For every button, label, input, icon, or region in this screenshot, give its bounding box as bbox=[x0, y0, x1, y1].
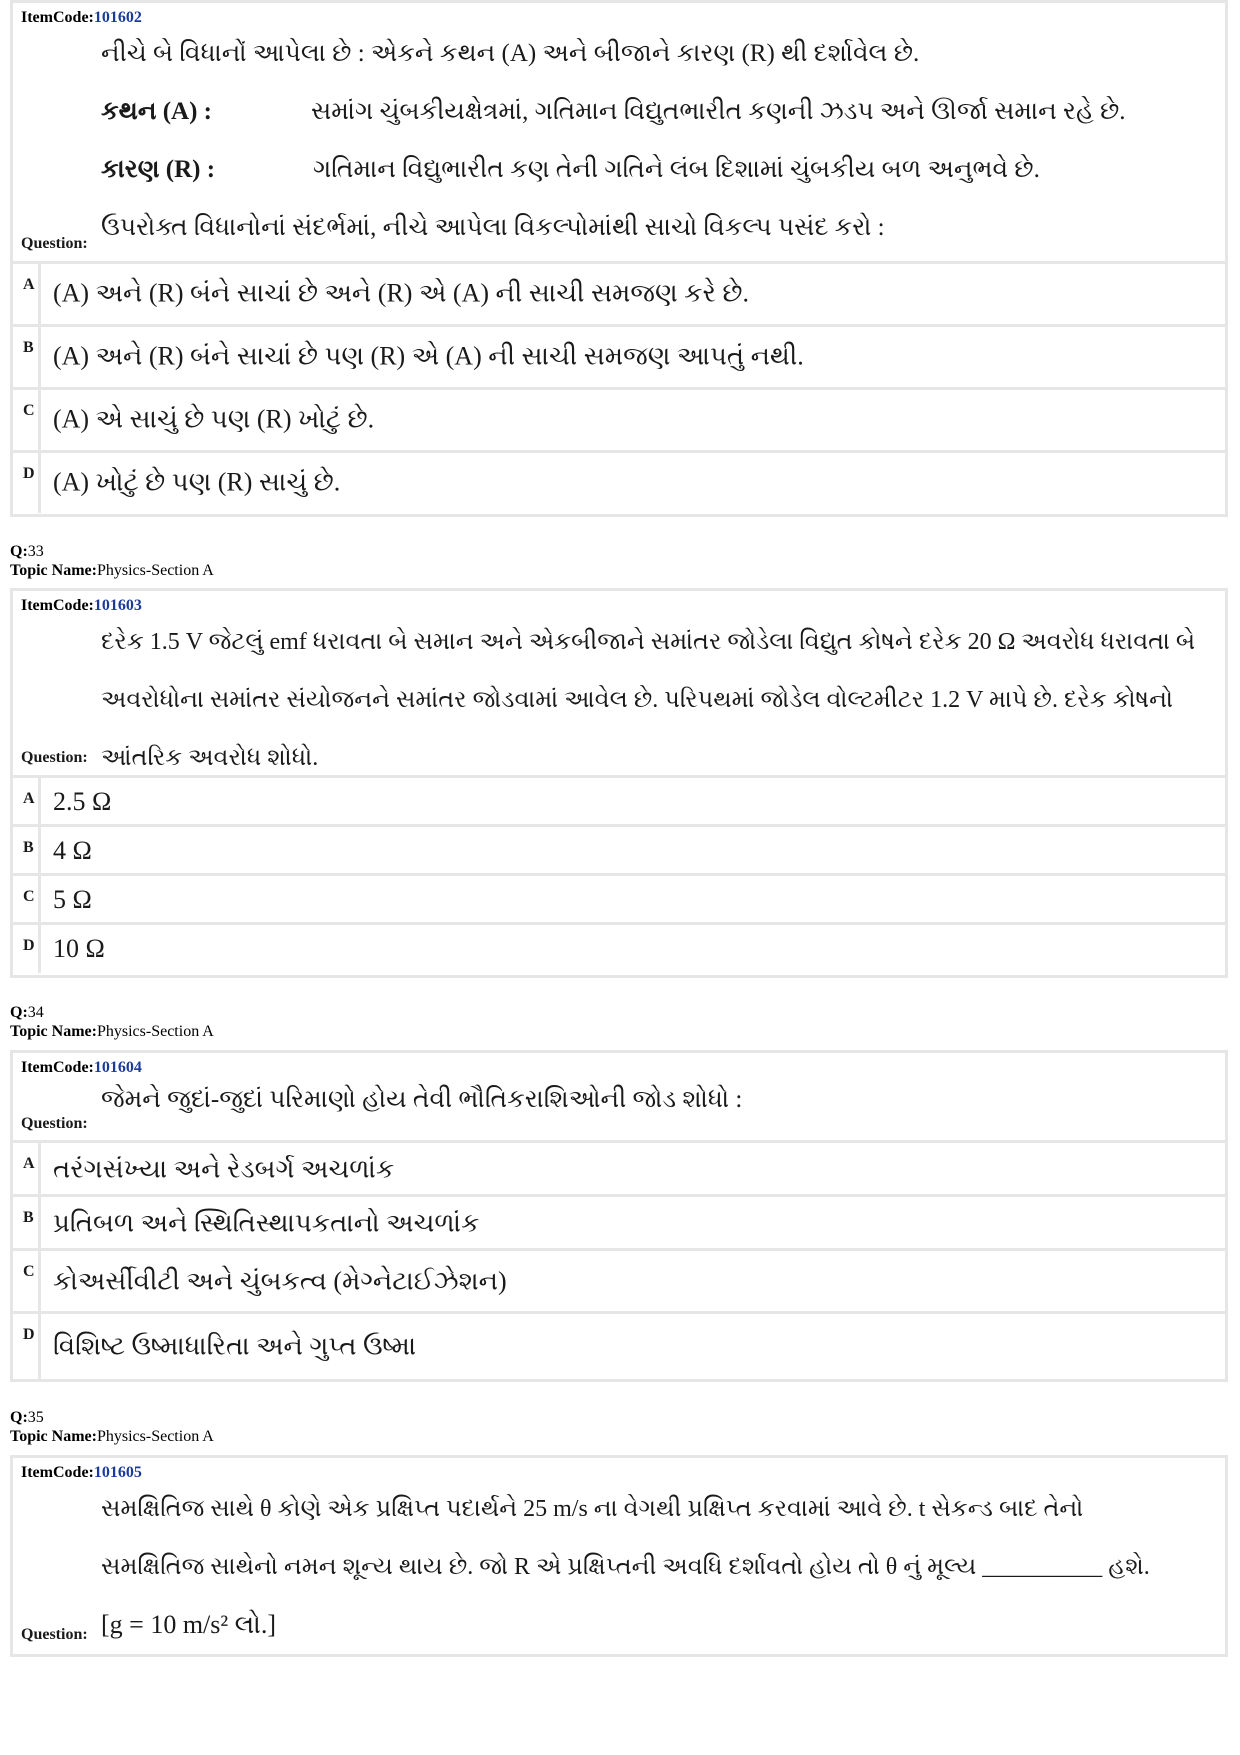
option-letter: B bbox=[13, 327, 41, 387]
option-d[interactable] bbox=[13, 1311, 1225, 1379]
option-a[interactable] bbox=[13, 1140, 1225, 1196]
question-stem bbox=[101, 613, 1215, 787]
option-letter: D bbox=[13, 925, 41, 973]
option-c[interactable] bbox=[13, 387, 1225, 450]
question-stem bbox=[101, 1071, 1215, 1129]
question-block-101603 bbox=[10, 588, 1228, 978]
reason-label: કારણ (R) : bbox=[101, 156, 216, 183]
item-code-value: 101602 bbox=[93, 9, 142, 26]
item-code: ItemCode:101603 bbox=[21, 597, 142, 614]
option-b[interactable] bbox=[13, 1194, 1225, 1250]
option-letter: C bbox=[13, 1251, 41, 1313]
question-label: Question: bbox=[21, 1626, 88, 1643]
question-block-101604 bbox=[10, 1050, 1228, 1382]
question-number: 34 bbox=[27, 1004, 44, 1021]
option-letter: A bbox=[13, 264, 41, 324]
item-code: ItemCode:101602 bbox=[21, 9, 142, 26]
stem-line: સમક્ષિતિજ સાથે θ કોણે એક પ્રક્ષિપ્ત પદાર્થને 25 m/s ના વેગથી પ્રક્ષિપ્ત કરવામાં આવે છે. t સેકન્ડ બાદ તેનો bbox=[101, 1496, 1084, 1522]
option-text: (A) એ સાચું છે પણ (R) ખોટું છે. bbox=[53, 404, 375, 434]
question-label: Question: bbox=[21, 749, 88, 766]
question-text: [g = 10 m/s² લો.] bbox=[101, 1610, 276, 1639]
item-code: ItemCode:101604 bbox=[21, 1059, 142, 1076]
question-text: ઉપરોક્ત વિધાનોનાં સંદર્ભમાં, નીચે આપેલા વિકલ્પોમાંથી સાચો વિકલ્પ પસંદ કરો : bbox=[101, 214, 885, 241]
option-text: 4 Ω bbox=[53, 836, 92, 865]
stem-line: દરેક 1.5 V જેટલું emf ધરાવતા બે સમાન અને એકબીજાને સમાંતર જોડેલા વિદ્યુત કોષને દરેક 20 Ω અવરોધ ધરાવતા બે bbox=[101, 629, 1196, 655]
topic-name: Physics-Section A bbox=[96, 1023, 214, 1040]
option-letter: C bbox=[13, 876, 41, 924]
stem-line: સમક્ષિતિજ સાથેનો નમન શૂન્ય થાય છે. જો R એ પ્રક્ષિપ્તની અવધિ દર્શાવતો હોય તો θ નું મૂલ્ય __________ હશે. bbox=[101, 1554, 1150, 1580]
option-c[interactable] bbox=[13, 873, 1225, 924]
option-letter: B bbox=[13, 827, 41, 875]
question-text: જેમને જુદાં-જુદાં પરિમાણો હોય તેવી ભૌતિકરાશિઓની જોડ શોધો : bbox=[101, 1086, 743, 1113]
option-text: 10 Ω bbox=[53, 934, 105, 963]
question-header-35: Q:35 Topic Name:Physics-Section A bbox=[10, 1409, 214, 1445]
option-letter: B bbox=[13, 1197, 41, 1250]
question-number: 35 bbox=[27, 1409, 44, 1426]
option-a[interactable] bbox=[13, 261, 1225, 324]
question-number: 33 bbox=[27, 543, 44, 560]
option-text: (A) અને (R) બંને સાચાં છે અને (R) એ (A) ની સાચી સમજણ કરે છે. bbox=[53, 278, 750, 308]
option-text: (A) ખોટું છે પણ (R) સાચું છે. bbox=[53, 467, 341, 497]
option-letter: D bbox=[13, 453, 41, 513]
question-block-101605 bbox=[10, 1455, 1228, 1657]
option-letter: A bbox=[13, 1143, 41, 1196]
question-label: Question: bbox=[21, 235, 88, 252]
assertion-line bbox=[101, 83, 1215, 141]
option-letter: D bbox=[13, 1314, 41, 1379]
assertion-label: કથન (A) : bbox=[101, 98, 212, 125]
option-d[interactable] bbox=[13, 450, 1225, 513]
topic-name: Physics-Section A bbox=[96, 1428, 214, 1445]
option-text: તરંગસંખ્યા અને રેડબર્ગ અચળાંક bbox=[53, 1154, 395, 1183]
question-block-101602 bbox=[10, 0, 1228, 517]
reason-text: ગતિમાન વિદ્યુભારીત કણ તેની ગતિને લંબ દિશામાં ચુંબકીય બળ અનુભવે છે. bbox=[313, 156, 1040, 183]
question-header-33: Q:33 Topic Name:Physics-Section A bbox=[10, 543, 214, 579]
option-letter: A bbox=[13, 778, 41, 826]
stem-line: નીચે બે વિધાનોં આપેલા છે : એકને કથન (A) અને બીજાને કારણ (R) થી દર્શાવેલ છે. bbox=[101, 40, 920, 67]
option-letter: C bbox=[13, 390, 41, 450]
option-text: પ્રતિબળ અને સ્થિતિસ્થાપકતાનો અચળાંક bbox=[53, 1208, 480, 1237]
question-label: Question: bbox=[21, 1115, 88, 1132]
item-code-value: 101604 bbox=[93, 1059, 142, 1076]
item-code: ItemCode:101605 bbox=[21, 1464, 142, 1481]
option-text: કોઅર્સીવીટી અને ચુંબકત્વ (મેગ્નેટાઈઝેશન) bbox=[53, 1266, 507, 1296]
assertion-text: સમાંગ ચુંબકીયક્ષેત્રમાં, ગતિમાન વિદ્યુતભારીત કણની ઝડપ અને ઊર્જા સમાન રહે છે. bbox=[311, 98, 1126, 125]
item-code-value: 101605 bbox=[93, 1464, 142, 1481]
option-text: 5 Ω bbox=[53, 885, 92, 914]
option-a[interactable] bbox=[13, 775, 1225, 826]
reason-line bbox=[101, 141, 1215, 199]
question-text: આંતરિક અવરોધ શોધો. bbox=[101, 745, 319, 771]
option-d[interactable] bbox=[13, 922, 1225, 973]
option-b[interactable] bbox=[13, 824, 1225, 875]
option-c[interactable] bbox=[13, 1248, 1225, 1313]
option-text: (A) અને (R) બંને સાચાં છે પણ (R) એ (A) ની સાચી સમજણ આપતું નથી. bbox=[53, 341, 804, 371]
question-header-34: Q:34 Topic Name:Physics-Section A bbox=[10, 1004, 214, 1040]
option-b[interactable] bbox=[13, 324, 1225, 387]
option-text: વિશિષ્ટ ઉષ્માધારિતા અને ગુપ્ત ઉષ્મા bbox=[53, 1331, 417, 1360]
question-stem bbox=[101, 25, 1215, 257]
question-stem bbox=[101, 1480, 1215, 1654]
item-code-value: 101603 bbox=[93, 597, 142, 614]
topic-name: Physics-Section A bbox=[96, 562, 214, 579]
option-text: 2.5 Ω bbox=[53, 787, 112, 816]
stem-line: અવરોધોના સમાંતર સંયોજનને સમાંતર જોડવામાં આવેલ છે. પરિપથમાં જોડેલ વોલ્ટમીટર 1.2 V માપે છે. દરેક કોષનો bbox=[101, 687, 1173, 713]
